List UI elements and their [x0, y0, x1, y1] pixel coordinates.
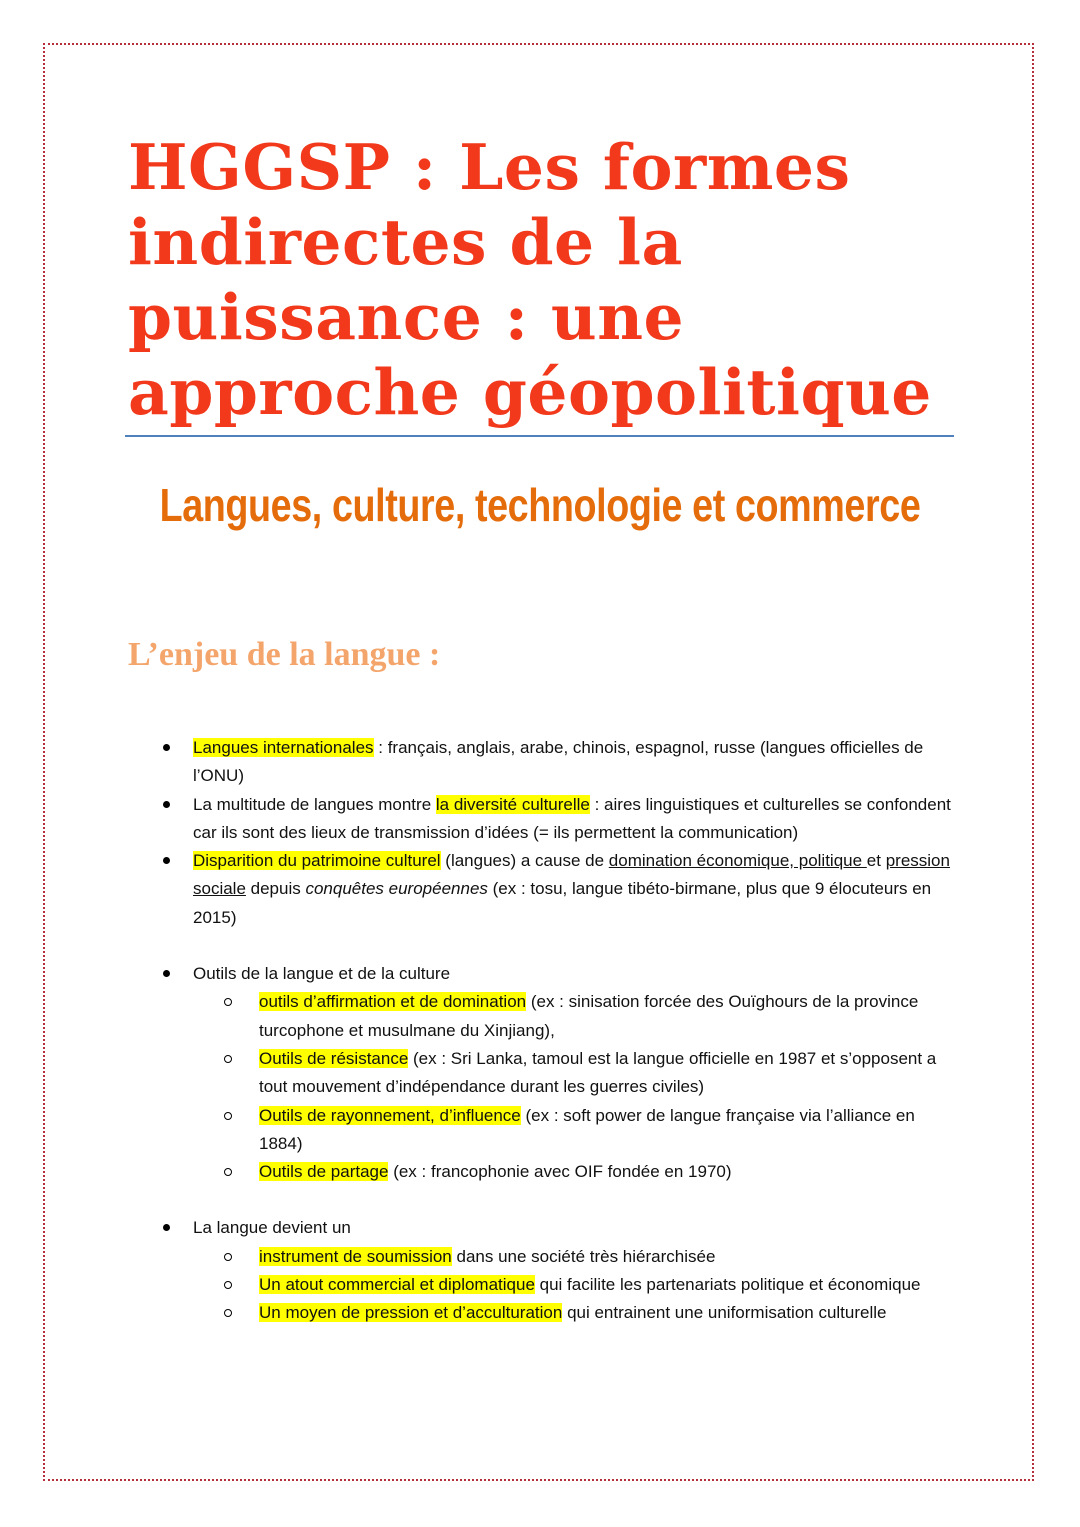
highlight: la diversité culturelle	[435, 794, 590, 814]
bullet-text: qui facilite les partenariats politique et économique	[534, 1275, 921, 1295]
bullet-text: (langues) a cause de	[440, 851, 609, 871]
section-heading: L’enjeu de la langue :	[128, 636, 441, 673]
highlight: Disparition du patrimoine culturel	[193, 851, 441, 871]
sub-bullet-soumission	[259, 1243, 952, 1271]
bullet-langues-internationales	[0, 734, 1080, 791]
bullet-text: (ex : soft power de langue française via l’alliance en 1884)	[259, 1105, 915, 1153]
main-bullet-list	[0, 734, 1080, 1328]
bullet-text: Outils de la langue et de la culture	[193, 964, 451, 984]
document-title: HGGSP : Les formes indirectes de la puissance : une approche géopolitique	[128, 130, 932, 429]
highlight: Langues internationales	[193, 738, 374, 757]
sub-bullet-list	[193, 1243, 952, 1328]
bullet-content	[0, 734, 1080, 1328]
sub-bullet-partage	[259, 1158, 952, 1186]
bullet-langue-devient	[0, 1214, 1080, 1327]
bullet-text: (ex : francophonie avec OIF fondée en 1970)	[388, 1162, 732, 1182]
bullet-disparition-patrimoine	[0, 847, 1080, 932]
bullet-text: (ex : Sri Lanka, tamoul est la langue officielle en 1987 et s’opposent a tout mouvement d’indépendance durant les guerres civiles)	[259, 1048, 937, 1097]
bullet-text: : français, anglais, arabe, chinois, espagnol, russe (langues officielles de l’ONU)	[193, 738, 924, 786]
bullet-text: dans une société très hiérarchisée	[451, 1246, 716, 1266]
bullet-text: (ex : tosu, langue tibéto-birmane, plus que 9 élocuteurs en 2015)	[193, 879, 932, 927]
sub-bullet-acculturation	[259, 1299, 952, 1327]
bullet-text: depuis	[245, 879, 306, 899]
bullet-text: : aires linguistiques et culturelles se confondent car ils sont des lieux de transmission d’idées (= ils permettent la communication)	[193, 794, 951, 842]
bullet-text: (ex : sinisation forcée des Ouïghours de la province turcophone et musulmane du Xinjiang),	[259, 992, 919, 1040]
sub-bullet-list	[193, 988, 952, 1186]
bullet-text: qui entrainent une uniformisation culturelle	[562, 1303, 887, 1323]
highlight: outils d’affirmation et de domination	[259, 992, 527, 1012]
italic-text: conquêtes européennes	[305, 879, 488, 899]
sub-bullet-atout-commercial	[259, 1271, 952, 1299]
bullet-text: La langue devient un	[193, 1218, 351, 1238]
title-underline-rule	[125, 435, 954, 437]
highlight: Outils de partage	[259, 1162, 389, 1182]
highlight: Outils de rayonnement, d’influence	[259, 1105, 521, 1125]
underlined-text: domination économique, politique	[608, 851, 867, 871]
sub-bullet-resistance	[259, 1045, 952, 1102]
sub-bullet-rayonnement	[259, 1102, 952, 1159]
sub-bullet-affirmation	[259, 988, 952, 1045]
bullet-text: La multitude de langues montre	[193, 794, 436, 814]
highlight: Un moyen de pression et d’acculturation	[259, 1303, 563, 1323]
document-subtitle: Langues, culture, technologie et commerce	[159, 479, 921, 531]
bullet-outils-langue	[0, 960, 1080, 1186]
bullet-text: et	[866, 851, 886, 871]
highlight: instrument de soumission	[259, 1246, 452, 1266]
underlined-text: pression sociale	[193, 851, 950, 899]
highlight: Un atout commercial et diplomatique	[259, 1275, 535, 1295]
bullet-diversite-culturelle	[0, 791, 1080, 848]
highlight: Outils de résistance	[259, 1048, 409, 1068]
